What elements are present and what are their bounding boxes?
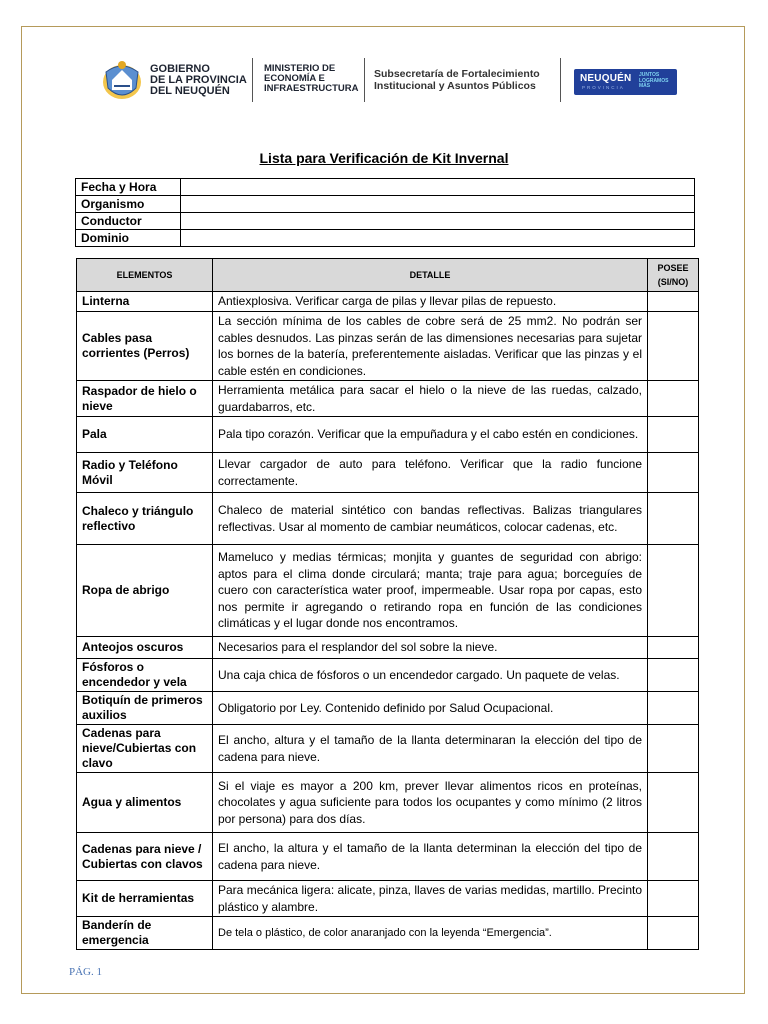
logo-province: PROVINCIA — [582, 85, 625, 90]
header-divider — [252, 58, 253, 102]
neuquen-logo — [574, 69, 677, 95]
gov-line-1: GOBIERNO — [150, 63, 210, 75]
gov-line-3: DEL NEUQUÉN — [150, 85, 230, 97]
element-detail: Necesarios para el resplandor del sol sobre la nieve. — [213, 637, 648, 659]
government-name — [150, 64, 247, 97]
table-header-row — [77, 259, 699, 292]
sub-line-1: Subsecretaría de Fortalecimiento — [374, 68, 540, 80]
table-row — [77, 833, 699, 881]
table-row — [77, 659, 699, 692]
table-row — [77, 545, 699, 637]
has-item-field[interactable] — [648, 381, 699, 417]
has-item-field[interactable] — [648, 637, 699, 659]
header-divider — [560, 58, 561, 102]
table-row — [77, 381, 699, 417]
sub-line-2: Institucional y Asuntos Públicos — [374, 80, 536, 92]
has-item-field[interactable] — [648, 881, 699, 917]
table-row — [77, 493, 699, 545]
info-value-field[interactable] — [181, 196, 695, 213]
info-label: Fecha y Hora — [76, 179, 181, 196]
info-row — [76, 179, 695, 196]
element-name: Radio y Teléfono Móvil — [77, 453, 213, 493]
header-elements: ELEMENTOS — [77, 259, 213, 292]
ministry-name — [264, 64, 358, 94]
element-detail: Obligatorio por Ley. Contenido definido por Salud Ocupacional. — [213, 692, 648, 725]
letterhead — [98, 56, 688, 106]
element-name: Anteojos oscuros — [77, 637, 213, 659]
header-detail: DETALLE — [213, 259, 648, 292]
element-name: Fósforos o encendedor y vela — [77, 659, 213, 692]
element-name: Cadenas para nieve / Cubiertas con clavos — [77, 833, 213, 881]
checklist-table — [76, 258, 699, 950]
table-row — [77, 453, 699, 493]
element-detail: Chaleco de material sintético con bandas reflectivas. Balizas triangulares reflectivas. Usar al momento de cambiar neumáticos, colocar cadenas, etc. — [213, 493, 648, 545]
element-name: Banderín de emergencia — [77, 917, 213, 950]
has-item-field[interactable] — [648, 833, 699, 881]
info-label: Dominio — [76, 230, 181, 247]
element-detail: Llevar cargador de auto para teléfono. Verificar que la radio funcione correctamente. — [213, 453, 648, 493]
header-has-line-2: (SI/NO) — [657, 277, 689, 287]
element-name: Agua y alimentos — [77, 773, 213, 833]
table-row — [77, 312, 699, 381]
info-label: Organismo — [76, 196, 181, 213]
table-row — [77, 773, 699, 833]
has-item-field[interactable] — [648, 725, 699, 773]
info-value-field[interactable] — [181, 213, 695, 230]
info-row — [76, 196, 695, 213]
has-item-field[interactable] — [648, 493, 699, 545]
table-row — [77, 917, 699, 950]
logo-tagline — [639, 73, 668, 90]
element-name: Ropa de abrigo — [77, 545, 213, 637]
element-detail: Herramienta metálica para sacar el hielo o la nieve de las ruedas, calzado, guardabarros, etc. — [213, 381, 648, 417]
header-has — [648, 259, 699, 292]
element-detail: Antiexplosiva. Verificar carga de pilas y llevar pilas de repuesto. — [213, 292, 648, 312]
element-name: Botiquín de primeros auxilios — [77, 692, 213, 725]
logo-tag-3: MÁS — [639, 83, 651, 89]
header-has-line-1: POSEE — [657, 263, 689, 273]
table-row — [77, 725, 699, 773]
logo-tag-1: JUNTOS — [639, 72, 660, 78]
has-item-field[interactable] — [648, 659, 699, 692]
has-item-field[interactable] — [648, 773, 699, 833]
element-detail: De tela o plástico, de color anaranjado con la leyenda “Emergencia”. — [213, 917, 648, 950]
logo-name: NEUQUÉN — [580, 73, 632, 84]
info-value-field[interactable] — [181, 179, 695, 196]
element-name: Chaleco y triángulo reflectivo — [77, 493, 213, 545]
gov-line-2: DE LA PROVINCIA — [150, 74, 247, 86]
document-title: Lista para Verificación de Kit Invernal — [259, 150, 509, 166]
has-item-field[interactable] — [648, 292, 699, 312]
element-detail: El ancho, la altura y el tamaño de la llanta determinan la elección del tipo de cadena para nieve. — [213, 833, 648, 881]
header-divider — [364, 58, 365, 102]
element-name: Linterna — [77, 292, 213, 312]
info-value-field[interactable] — [181, 230, 695, 247]
ministry-line-3: INFRAESTRUCTURA — [264, 83, 359, 94]
page-number: PÁG. 1 — [69, 966, 103, 978]
element-detail: Pala tipo corazón. Verificar que la empuñadura y el cabo estén en condiciones. — [213, 417, 648, 453]
table-row — [77, 292, 699, 312]
table-row — [77, 417, 699, 453]
element-detail: La sección mínima de los cables de cobre será de 25 mm2. No podrán ser cables desnudos. Las pinzas serán de las dimensiones necesarias para sujetar los bornes de la batería, preferentemente aisladas. Verificar que las pinzas y el cable estén en condiciones. — [213, 312, 648, 381]
element-name: Pala — [77, 417, 213, 453]
info-table — [75, 178, 695, 247]
table-row — [77, 692, 699, 725]
element-detail: Una caja chica de fósforos o un encendedor cargado. Un paquete de velas. — [213, 659, 648, 692]
province-crest-icon — [100, 58, 144, 102]
has-item-field[interactable] — [648, 417, 699, 453]
info-label: Conductor — [76, 213, 181, 230]
info-row — [76, 213, 695, 230]
element-detail: Para mecánica ligera: alicate, pinza, llaves de varias medidas, martillo. Precinto plástico y alambre. — [213, 881, 648, 917]
element-detail: Mameluco y medias térmicas; monjita y guantes de seguridad con abrigo: aptos para el clima donde circulará; manta; traje para agua; borceguíes de cuero con característica water proof, impermeable. Usar ropa por capas, esto nos permite ir agregando o retirando ropa en función de las condiciones climáticas y el lugar donde nos encontramos. — [213, 545, 648, 637]
element-name: Cadenas para nieve/Cubiertas con clavo — [77, 725, 213, 773]
element-detail: Si el viaje es mayor a 200 km, prever llevar alimentos ricos en proteínas, chocolates y agua suficiente para todos los ocupantes y como mínimo (2 litros por persona) para dos días. — [213, 773, 648, 833]
element-name: Kit de herramientas — [77, 881, 213, 917]
element-name: Cables pasa corrientes (Perros) — [77, 312, 213, 381]
ministry-line-1: MINISTERIO DE — [264, 63, 336, 74]
subsecretariat-name — [374, 68, 540, 92]
has-item-field[interactable] — [648, 453, 699, 493]
has-item-field[interactable] — [648, 692, 699, 725]
table-row — [77, 881, 699, 917]
has-item-field[interactable] — [648, 917, 699, 950]
element-detail: El ancho, altura y el tamaño de la llanta determinaran la elección del tipo de cadena para nieve. — [213, 725, 648, 773]
info-row — [76, 230, 695, 247]
element-name: Raspador de hielo o nieve — [77, 381, 213, 417]
ministry-line-2: ECONOMÍA E — [264, 73, 325, 84]
has-item-field[interactable] — [648, 312, 699, 381]
has-item-field[interactable] — [648, 545, 699, 637]
logo-tag-2: LOGRAMOS — [639, 77, 669, 84]
table-row — [77, 637, 699, 659]
